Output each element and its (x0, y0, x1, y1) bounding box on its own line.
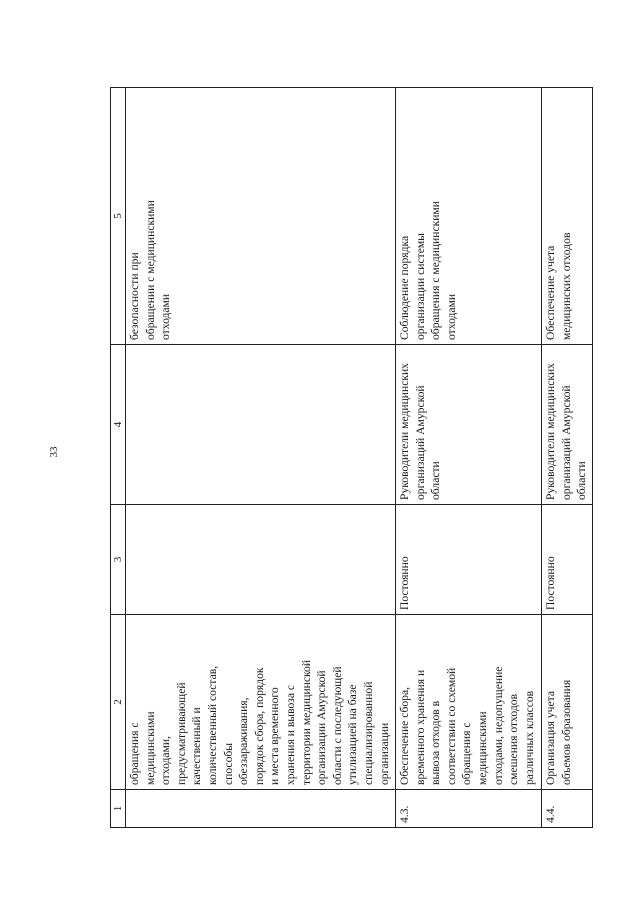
row-number-cell: 4.3. (396, 790, 542, 828)
responsible-cell: Руководители медицинских организаций Амурской области (396, 345, 542, 505)
result-cell: безопасности при обращении с медицинскими отходами (126, 88, 396, 345)
header-col-3: 3 (111, 505, 126, 615)
table-row (396, 88, 542, 828)
page-number: 33 (48, 446, 60, 458)
header-col-1: 1 (111, 790, 126, 828)
result-cell: Соблюдение порядка организации системы обращения с медицинскими отходами (396, 88, 542, 345)
table-header-row (111, 88, 126, 828)
row-number-cell (126, 790, 396, 828)
measures-table (110, 88, 589, 828)
deadline-cell: Постоянно (396, 505, 542, 615)
row-number-cell: 4.4. (542, 790, 593, 828)
header-col-5: 5 (111, 88, 126, 345)
responsible-cell: Руководители медицинских организаций Амурской области (542, 345, 593, 505)
deadline-cell (126, 505, 396, 615)
table-row (126, 88, 396, 828)
responsible-cell (126, 345, 396, 505)
result-cell: Обеспечение учета медицинских отходов (542, 88, 593, 345)
deadline-cell: Постоянно (542, 505, 593, 615)
header-col-4: 4 (111, 345, 126, 505)
header-col-2: 2 (111, 615, 126, 790)
measure-cell: Организация учета объемов образования (542, 615, 593, 790)
measure-cell: Обеспечение сбора, временного хранения и вывоза отходов в соответствии со схемой обращения с медицинскими отходами, недопущение смешения отходов различных классов (396, 615, 542, 790)
measure-cell: обращения с медицинскими отходами, предусматривающей качественный и количественный состав, способы обеззараживания, порядок сбора, порядок и места временного хранения и вывоза с территории медицинской организации Амурской области с последующей утилизацией на базе специализированной организации (126, 615, 396, 790)
table-row (542, 88, 593, 828)
